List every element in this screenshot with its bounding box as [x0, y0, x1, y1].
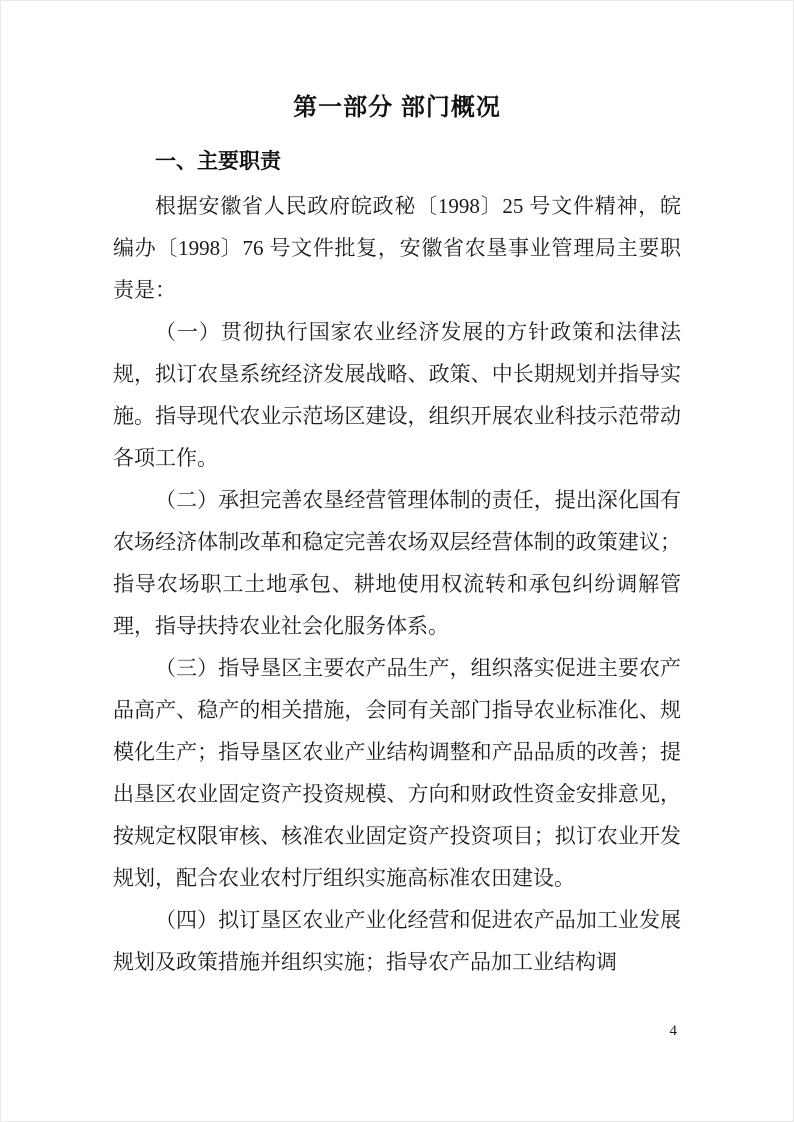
paragraph-duty-3: （三）指导垦区主要农产品生产，组织落实促进主要农产品高产、稳产的相关措施，会同有关部门指导农业标准化、规模化生产；指导垦区农业产业结构调整和产品品质的改善；提出垦区农业固定资产投资规模、方向和财政性资金安排意见，按规定权限审核、核准农业固定资产投资项目；拟订农业开发规划，配合农业农村厅组织实施高标准农田建设。: [113, 656, 681, 890]
page-title: 第一部分 部门概况: [293, 94, 501, 121]
paragraph-intro: 根据安徽省人民政府皖政秘〔1998〕25 号文件精神，皖编办〔1998〕76 号文件批复，安徽省农垦事业管理局主要职责是：: [113, 194, 681, 302]
page-number: 4: [669, 1023, 677, 1039]
paragraph-duty-2: （二）承担完善农垦经营管理体制的责任，提出深化国有农场经济体制改革和稳定完善农场双层经营体制的政策建议；指导农场职工土地承包、耕地使用权流转和承包纠纷调解管理，指导扶持农业社会化服务体系。: [113, 488, 681, 638]
section-heading: 一、主要职责: [155, 150, 281, 173]
document-body: [113, 185, 681, 983]
paragraph-duty-1: （一）贯彻执行国家农业经济发展的方针政策和法律法规，拟订农垦系统经济发展战略、政策、中长期规划并指导实施。指导现代农业示范场区建设，组织开展农业科技示范带动各项工作。: [113, 320, 681, 470]
paragraph-duty-4: （四）拟订垦区农业产业化经营和促进农产品加工业发展规划及政策措施并组织实施；指导农产品加工业结构调: [113, 908, 681, 974]
